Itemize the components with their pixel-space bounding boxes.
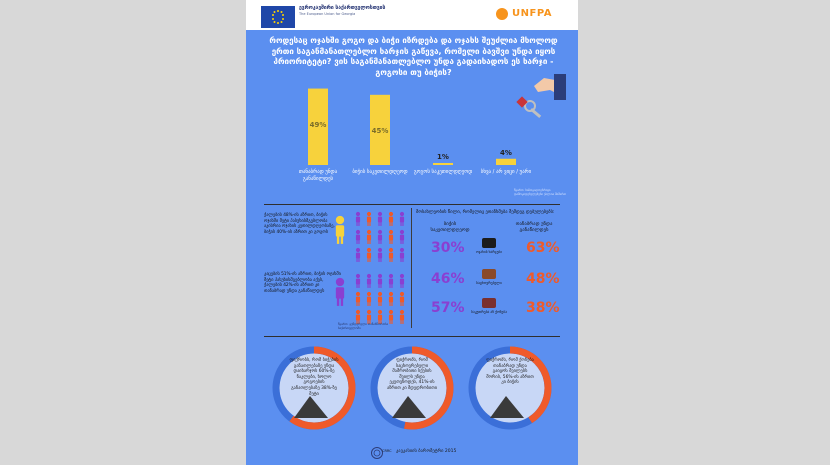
person-icon	[378, 292, 382, 306]
people-paragraph-women: ქალების 48%-ის აზრით, ბიჭის ოჯახში მეტი პასუხისმგებლობა აკისრია ოჯახის კეთილდღეობაზე, ბიჭის 40%-ის აზრით კი გოგოს	[264, 213, 335, 235]
person-icon	[378, 212, 382, 226]
row-label: საცხოვრებელი	[476, 281, 502, 285]
table-value-right: 38%	[526, 300, 560, 316]
vertical-divider	[411, 208, 412, 328]
woman-figure-icon	[336, 216, 344, 244]
table-value-right: 63%	[526, 240, 560, 256]
person-icon	[400, 212, 404, 226]
person-icon	[400, 230, 404, 244]
person-icon	[356, 274, 360, 288]
table-value-right: 48%	[526, 271, 560, 287]
person-icon	[367, 274, 371, 288]
person-icon	[389, 274, 393, 288]
person-icon	[367, 230, 371, 244]
person-icon	[367, 292, 371, 306]
bar-chart-footnote: წყარო: საზოგადოებრივი დამოკიდებულებები ქალთა მიმართ	[514, 188, 567, 196]
bar-category-label: გოგოს საკეთილდღეოდ	[413, 169, 473, 175]
person-icon	[356, 230, 360, 244]
bar-2	[433, 163, 453, 165]
column-head-left: ბიჭის საკეთილდღეოდ	[430, 222, 470, 233]
people-pictogram	[334, 208, 410, 328]
person-icon	[378, 230, 382, 244]
eu-subtitle: The European Union for Georgia	[299, 12, 356, 16]
donut-caption: ფიქრობს, რომ ბიჭების განათლებაზე უნდა დაიხარჯოს 60%-ზე ნაკლები, ხოლო გოგოების განათლებაზე 38%-ზე მეტი	[289, 358, 339, 397]
bar-value-label: 1%	[437, 153, 449, 161]
person-icon	[400, 274, 404, 288]
table-value-left: 46%	[431, 271, 465, 287]
bar-value-label: 49%	[309, 120, 327, 129]
table-title: მოსახლეობის წილი, რომელიც ეთანხმება შემდეგ დებულებებს:	[416, 210, 555, 215]
person-icon	[378, 248, 382, 262]
person-icon	[356, 248, 360, 262]
person-icon	[400, 292, 404, 306]
person-icon	[400, 248, 404, 262]
section-divider-2	[264, 336, 560, 337]
bar-category-label: სხვა / არ ვიცი / უარი	[480, 169, 532, 175]
person-icon	[389, 230, 393, 244]
hand-key-illustration	[514, 72, 566, 136]
column-head-right: თანაბრად უნდა განაწილდეს	[515, 222, 553, 233]
bar-value-label: 45%	[371, 126, 389, 135]
crrc-label: CRRC	[382, 449, 392, 453]
unfpa-label: UNFPA	[512, 8, 552, 19]
person-icon	[367, 212, 371, 226]
person-icon	[356, 212, 360, 226]
donut-caption: ფიქრობს, რომ საცხოვრებელი მამრობითი სქესის შვილს უნდა ეკუთვნოდეს, 41%-ის აზრით კი მდედრობითი	[387, 358, 437, 391]
eu-title-text: ევროკავშირი საქართველოსთვის	[299, 5, 386, 11]
row-label: საკუთრება ან ქონება	[471, 310, 507, 314]
table-value-left: 57%	[431, 300, 465, 316]
bar-category-label: ბიჭის საკეთილდღეოდ	[352, 169, 408, 175]
row-icon	[482, 238, 496, 248]
person-icon	[356, 292, 360, 306]
people-footnote: წყარო: გენდერული თანასწორობა საქართველოში	[338, 322, 389, 330]
row-icon	[482, 298, 496, 308]
person-icon	[389, 292, 393, 306]
person-icon	[367, 248, 371, 262]
people-paragraph-men: კაცების 51%-ის აზრით, ბიჭის ოჯახში მეტი პასუხისმგებლობა აქვს, ქალების 42%-ის აზრით კი თანაბრად უნდა განაწილდეს	[264, 272, 341, 294]
person-icon	[389, 248, 393, 262]
infographic-poster	[246, 0, 578, 465]
donut-caption: ფიქრობს, რომ ქონება თანაბრად უნდა გაიყოს შვილებს შორის, 56%-ის აზრით კი ბიჭის	[486, 358, 534, 386]
row-icon	[482, 269, 496, 279]
page-title: როდესაც ოჯახში გოგო და ბიჭი იზრდება და ოჯახს შეუძლია მხოლოდ ერთი საგანმანათლებლო ხარჯის გაწევა, რომელი ბავშვი უნდა იყოს პრიორიტეტი? ვის საგანმანათლებლო უნდა გადაიხადოს ეს ხარჯი - გოგოსი თუ ბიჭის?	[269, 36, 558, 77]
footer-source: კავკასიის ბარომეტრი 2015	[396, 449, 457, 454]
person-icon	[389, 212, 393, 226]
bar-category-label: თანაბრად უნდა განაწილდეს	[298, 169, 338, 182]
bar-3	[496, 159, 516, 165]
row-label: ოჯახის ხარჯები	[475, 250, 503, 254]
table-value-left: 30%	[431, 240, 465, 256]
section-divider	[264, 204, 560, 205]
man-figure-icon	[336, 278, 344, 306]
person-icon	[378, 274, 382, 288]
bar-value-label: 4%	[500, 148, 512, 157]
